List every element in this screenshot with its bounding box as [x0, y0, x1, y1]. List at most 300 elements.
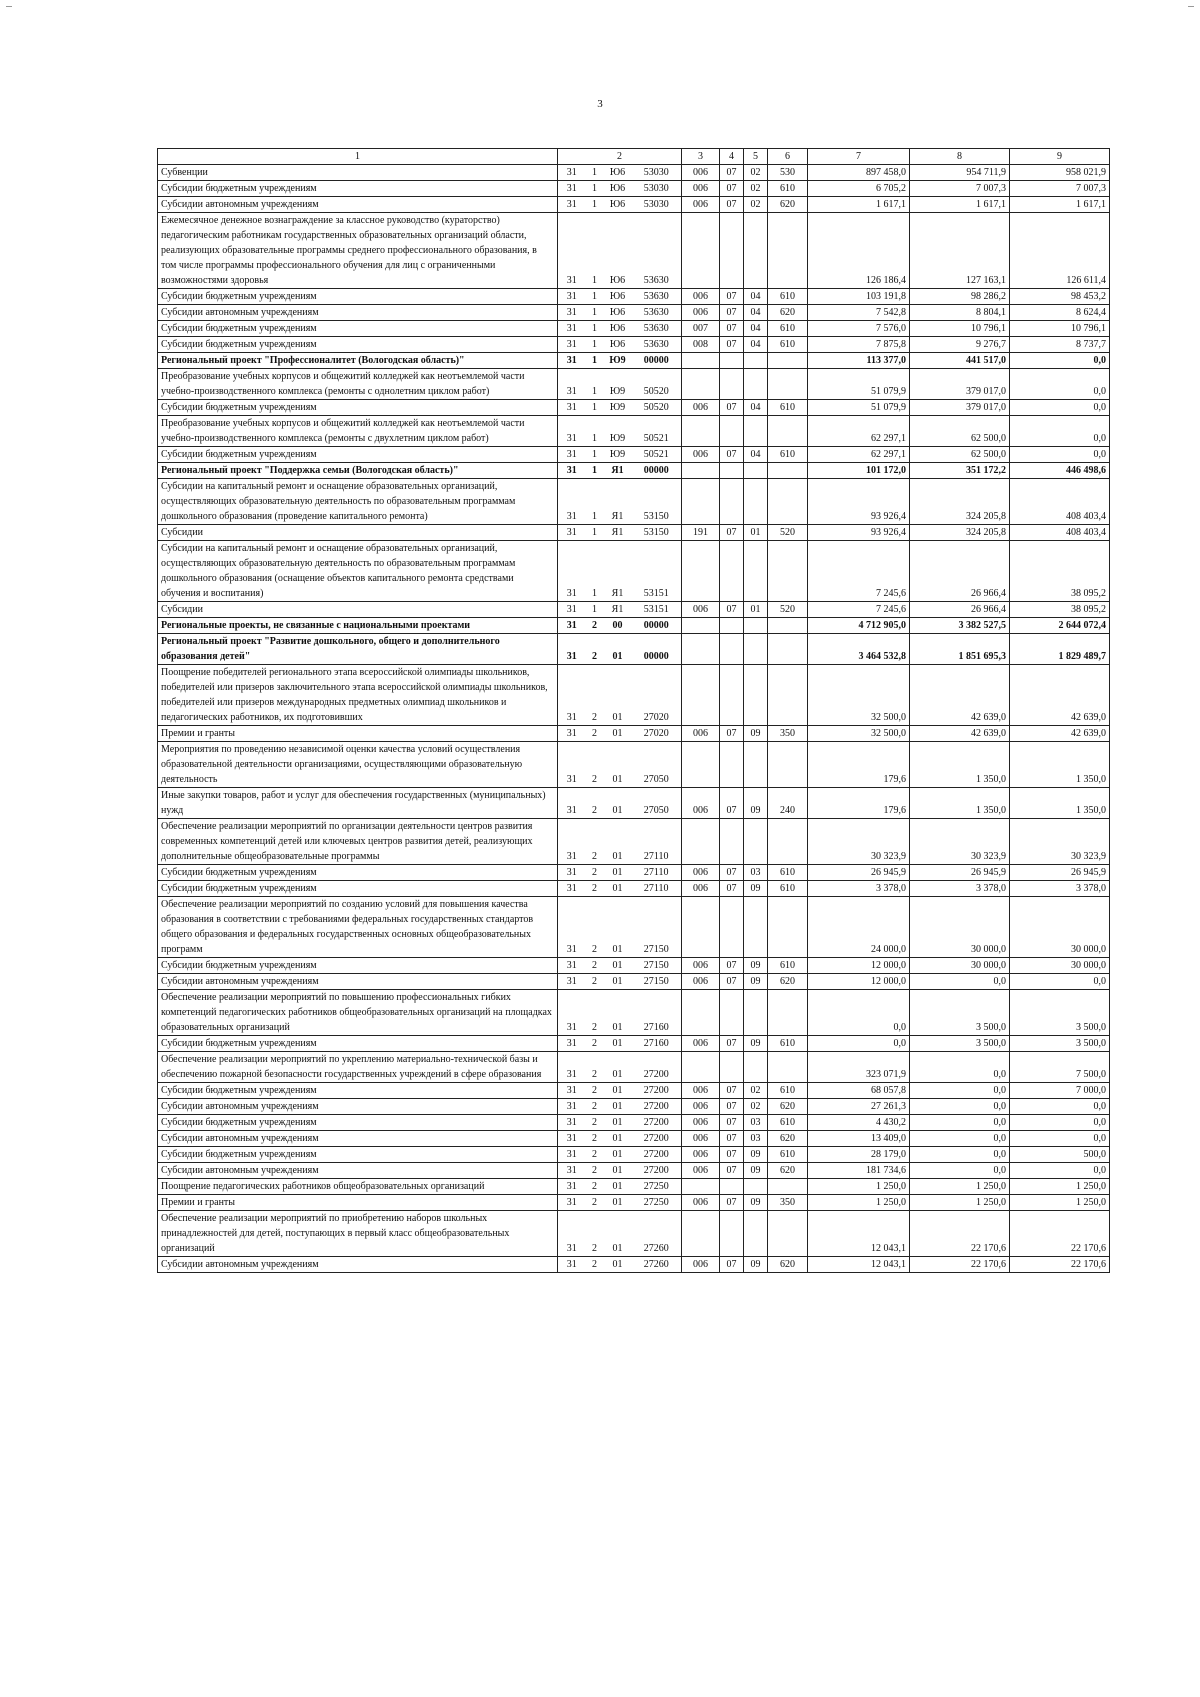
expense-type-code: 610: [768, 447, 808, 463]
expense-type-code: 520: [768, 602, 808, 618]
subsection-code: [744, 541, 768, 602]
amount-year-3: 0,0: [1010, 353, 1110, 369]
table-row: [158, 602, 1110, 618]
expense-type-code: 530: [768, 165, 808, 181]
amount-year-3: 30 323,9: [1010, 819, 1110, 865]
admin-code: [682, 742, 720, 788]
column-header: 6: [768, 149, 808, 165]
subsection-code: 02: [744, 197, 768, 213]
amount-year-1: 32 500,0: [808, 726, 910, 742]
subsection-code: 09: [744, 1036, 768, 1052]
subsection-code: [744, 618, 768, 634]
admin-code: 006: [682, 958, 720, 974]
expense-type-code: [768, 541, 808, 602]
admin-code: [682, 634, 720, 665]
amount-year-2: 42 639,0: [910, 665, 1010, 726]
section-code: 07: [720, 400, 744, 416]
subsection-code: 03: [744, 1131, 768, 1147]
scan-mark: [6, 6, 12, 7]
amount-year-1: 126 186,4: [808, 213, 910, 289]
target-code-part: 1: [586, 400, 604, 416]
amount-year-2: 0,0: [910, 1083, 1010, 1099]
target-code-part: Я1: [604, 525, 632, 541]
admin-code: [682, 990, 720, 1036]
target-code-part: 31: [558, 181, 586, 197]
table-row: [158, 1131, 1110, 1147]
table-row: [158, 990, 1110, 1036]
amount-year-2: 0,0: [910, 1115, 1010, 1131]
target-code-part: 1: [586, 463, 604, 479]
subsection-code: 01: [744, 602, 768, 618]
amount-year-3: 1 617,1: [1010, 197, 1110, 213]
target-code-part: 01: [604, 788, 632, 819]
section-code: 07: [720, 1147, 744, 1163]
expense-type-code: 610: [768, 865, 808, 881]
target-code-part: 31: [558, 1083, 586, 1099]
amount-year-2: 954 711,9: [910, 165, 1010, 181]
amount-year-3: 30 000,0: [1010, 958, 1110, 974]
amount-year-1: 28 179,0: [808, 1147, 910, 1163]
amount-year-3: 8 737,7: [1010, 337, 1110, 353]
expense-type-code: [768, 369, 808, 400]
amount-year-2: 0,0: [910, 1052, 1010, 1083]
target-code-part: Ю6: [604, 289, 632, 305]
section-code: [720, 618, 744, 634]
amount-year-2: 3 382 527,5: [910, 618, 1010, 634]
amount-year-2: 1 250,0: [910, 1179, 1010, 1195]
expense-type-code: [768, 353, 808, 369]
expense-type-code: [768, 634, 808, 665]
target-code-part: 31: [558, 974, 586, 990]
subsection-code: [744, 416, 768, 447]
amount-year-1: 181 734,6: [808, 1163, 910, 1179]
amount-year-3: 0,0: [1010, 369, 1110, 400]
target-code-part: 2: [586, 974, 604, 990]
amount-year-1: 68 057,8: [808, 1083, 910, 1099]
section-code: 07: [720, 1036, 744, 1052]
admin-code: [682, 1179, 720, 1195]
subsection-code: 09: [744, 726, 768, 742]
expense-type-code: 610: [768, 1115, 808, 1131]
admin-code: 006: [682, 197, 720, 213]
subsection-code: 04: [744, 337, 768, 353]
subsection-code: 02: [744, 1099, 768, 1115]
amount-year-1: 93 926,4: [808, 525, 910, 541]
row-name: Субсидии бюджетным учреждениям: [158, 1083, 558, 1099]
expense-type-code: [768, 416, 808, 447]
admin-code: [682, 665, 720, 726]
target-code-part: 1: [586, 213, 604, 289]
row-name: Премии и гранты: [158, 1195, 558, 1211]
table-row: [158, 463, 1110, 479]
amount-year-3: 22 170,6: [1010, 1211, 1110, 1257]
target-code-part: 2: [586, 1115, 604, 1131]
target-code-part: 2: [586, 865, 604, 881]
amount-year-1: 51 079,9: [808, 400, 910, 416]
amount-year-1: 51 079,9: [808, 369, 910, 400]
amount-year-3: 1 250,0: [1010, 1179, 1110, 1195]
section-code: 07: [720, 1131, 744, 1147]
target-code-part: 01: [604, 634, 632, 665]
subsection-code: 02: [744, 181, 768, 197]
expense-type-code: [768, 990, 808, 1036]
target-code-part: 01: [604, 1036, 632, 1052]
target-code-part: 01: [604, 1083, 632, 1099]
amount-year-1: 101 172,0: [808, 463, 910, 479]
subsection-code: 09: [744, 1147, 768, 1163]
table-row: [158, 353, 1110, 369]
amount-year-2: 42 639,0: [910, 726, 1010, 742]
target-code-part: 27250: [632, 1179, 682, 1195]
target-code-part: 00000: [632, 618, 682, 634]
amount-year-3: 3 500,0: [1010, 990, 1110, 1036]
target-code-part: 31: [558, 1131, 586, 1147]
target-code-part: 1: [586, 541, 604, 602]
section-code: 07: [720, 305, 744, 321]
column-header: 3: [682, 149, 720, 165]
section-code: [720, 665, 744, 726]
table-row: [158, 788, 1110, 819]
section-code: [720, 634, 744, 665]
table-row: [158, 1147, 1110, 1163]
table-row: [158, 634, 1110, 665]
target-code-part: 1: [586, 289, 604, 305]
target-code-part: 31: [558, 321, 586, 337]
row-name: Субсидии бюджетным учреждениям: [158, 865, 558, 881]
expense-type-code: [768, 213, 808, 289]
target-code-part: 31: [558, 337, 586, 353]
column-header: 8: [910, 149, 1010, 165]
column-header: 2: [558, 149, 682, 165]
target-code-part: Ю9: [604, 416, 632, 447]
target-code-part: 27110: [632, 865, 682, 881]
target-code-part: 01: [604, 1163, 632, 1179]
expense-type-code: 620: [768, 305, 808, 321]
target-code-part: 27200: [632, 1083, 682, 1099]
target-code-part: 2: [586, 1099, 604, 1115]
target-code-part: 1: [586, 321, 604, 337]
row-name: Ежемесячное денежное вознаграждение за классное руководство (кураторство) педагогическим работникам государственных образовательных организаций области, реализующих образовательные программы среднего профессионального образования, в том числе программы профессионального обучения для лиц с ограниченными возможностями здоровья: [158, 213, 558, 289]
row-name: Субсидии бюджетным учреждениям: [158, 400, 558, 416]
row-name: Премии и гранты: [158, 726, 558, 742]
target-code-part: 27200: [632, 1099, 682, 1115]
target-code-part: 31: [558, 369, 586, 400]
target-code-part: 2: [586, 788, 604, 819]
section-code: [720, 463, 744, 479]
target-code-part: 53630: [632, 337, 682, 353]
target-code-part: 01: [604, 819, 632, 865]
target-code-part: 1: [586, 369, 604, 400]
subsection-code: 02: [744, 1083, 768, 1099]
admin-code: [682, 819, 720, 865]
target-code-part: 31: [558, 479, 586, 525]
amount-year-1: 113 377,0: [808, 353, 910, 369]
admin-code: 006: [682, 1257, 720, 1273]
amount-year-3: 408 403,4: [1010, 479, 1110, 525]
amount-year-1: 4 712 905,0: [808, 618, 910, 634]
target-code-part: 53630: [632, 321, 682, 337]
target-code-part: 50520: [632, 400, 682, 416]
row-name: Субсидии автономным учреждениям: [158, 1257, 558, 1273]
target-code-part: 01: [604, 1195, 632, 1211]
amount-year-1: 3 378,0: [808, 881, 910, 897]
expense-type-code: [768, 463, 808, 479]
section-code: 07: [720, 447, 744, 463]
amount-year-1: 7 542,8: [808, 305, 910, 321]
amount-year-3: 2 644 072,4: [1010, 618, 1110, 634]
target-code-part: 31: [558, 1115, 586, 1131]
amount-year-1: 179,6: [808, 742, 910, 788]
target-code-part: 1: [586, 353, 604, 369]
target-code-part: 27200: [632, 1131, 682, 1147]
row-name: Субсидии автономным учреждениям: [158, 1099, 558, 1115]
admin-code: [682, 369, 720, 400]
amount-year-1: 62 297,1: [808, 416, 910, 447]
row-name: Субсидии автономным учреждениям: [158, 197, 558, 213]
target-code-part: 27150: [632, 897, 682, 958]
table-row: [158, 541, 1110, 602]
admin-code: 006: [682, 865, 720, 881]
subsection-code: 04: [744, 289, 768, 305]
amount-year-3: 0,0: [1010, 447, 1110, 463]
amount-year-2: 0,0: [910, 1131, 1010, 1147]
amount-year-1: 7 245,6: [808, 602, 910, 618]
target-code-part: 1: [586, 602, 604, 618]
subsection-code: [744, 1179, 768, 1195]
subsection-code: [744, 1052, 768, 1083]
row-name: Региональные проекты, не связанные с национальными проектами: [158, 618, 558, 634]
target-code-part: 53630: [632, 289, 682, 305]
target-code-part: Ю6: [604, 337, 632, 353]
expense-type-code: 610: [768, 1083, 808, 1099]
target-code-part: 27200: [632, 1052, 682, 1083]
table-row: [158, 1163, 1110, 1179]
budget-table: [157, 148, 1110, 1273]
amount-year-2: 0,0: [910, 1163, 1010, 1179]
section-code: 07: [720, 881, 744, 897]
target-code-part: Я1: [604, 541, 632, 602]
admin-code: 191: [682, 525, 720, 541]
amount-year-2: 3 500,0: [910, 990, 1010, 1036]
row-name: Субсидии автономным учреждениям: [158, 305, 558, 321]
target-code-part: 27020: [632, 665, 682, 726]
amount-year-2: 351 172,2: [910, 463, 1010, 479]
admin-code: 006: [682, 602, 720, 618]
admin-code: 006: [682, 1163, 720, 1179]
column-header: 7: [808, 149, 910, 165]
section-code: 07: [720, 958, 744, 974]
amount-year-2: 22 170,6: [910, 1211, 1010, 1257]
expense-type-code: 620: [768, 197, 808, 213]
expense-type-code: 350: [768, 1195, 808, 1211]
amount-year-3: 7 500,0: [1010, 1052, 1110, 1083]
column-header: 5: [744, 149, 768, 165]
row-name: Обеспечение реализации мероприятий по организации деятельности центров развития современных компетенций детей или ключевых центров развития детей, реализующих дополнительные общеобразовательные программы: [158, 819, 558, 865]
amount-year-1: 897 458,0: [808, 165, 910, 181]
table-row: [158, 618, 1110, 634]
target-code-part: Ю6: [604, 305, 632, 321]
amount-year-1: 3 464 532,8: [808, 634, 910, 665]
column-header: 4: [720, 149, 744, 165]
expense-type-code: 610: [768, 400, 808, 416]
scan-mark: [1188, 6, 1194, 7]
target-code-part: 1: [586, 197, 604, 213]
amount-year-1: 4 430,2: [808, 1115, 910, 1131]
target-code-part: 01: [604, 881, 632, 897]
amount-year-2: 379 017,0: [910, 400, 1010, 416]
row-name: Поощрение победителей регионального этапа всероссийской олимпиады школьников, победителей или призеров заключительного этапа всероссийской олимпиады школьников, победителей или призеров международных предметных олимпиад школьников и педагогических работников, их подготовивших: [158, 665, 558, 726]
amount-year-1: 0,0: [808, 1036, 910, 1052]
target-code-part: 53151: [632, 602, 682, 618]
row-name: Региональный проект "Развитие дошкольного, общего и дополнительного образования детей": [158, 634, 558, 665]
amount-year-1: 32 500,0: [808, 665, 910, 726]
admin-code: [682, 416, 720, 447]
target-code-part: 01: [604, 1257, 632, 1273]
section-code: [720, 213, 744, 289]
target-code-part: 27160: [632, 990, 682, 1036]
target-code-part: 31: [558, 726, 586, 742]
target-code-part: 01: [604, 726, 632, 742]
expense-type-code: [768, 1052, 808, 1083]
expense-type-code: [768, 1179, 808, 1195]
admin-code: 006: [682, 1036, 720, 1052]
target-code-part: 27200: [632, 1115, 682, 1131]
target-code-part: 31: [558, 1036, 586, 1052]
section-code: 07: [720, 1163, 744, 1179]
section-code: 07: [720, 974, 744, 990]
amount-year-1: 12 043,1: [808, 1257, 910, 1273]
subsection-code: [744, 990, 768, 1036]
amount-year-2: 26 966,4: [910, 541, 1010, 602]
amount-year-2: 1 851 695,3: [910, 634, 1010, 665]
admin-code: [682, 1052, 720, 1083]
section-code: [720, 416, 744, 447]
subsection-code: [744, 369, 768, 400]
target-code-part: 31: [558, 1195, 586, 1211]
row-name: Субсидии на капитальный ремонт и оснащение образовательных организаций, осуществляющих образовательную деятельность по образовательным программам дошкольного образования (проведение капитального ремонта): [158, 479, 558, 525]
table-row: [158, 1115, 1110, 1131]
target-code-part: Ю6: [604, 181, 632, 197]
amount-year-1: 30 323,9: [808, 819, 910, 865]
target-code-part: Ю9: [604, 353, 632, 369]
table-row: [158, 321, 1110, 337]
table-row: [158, 726, 1110, 742]
target-code-part: 31: [558, 400, 586, 416]
admin-code: 006: [682, 1147, 720, 1163]
target-code-part: 27150: [632, 974, 682, 990]
section-code: 07: [720, 602, 744, 618]
subsection-code: 09: [744, 958, 768, 974]
amount-year-2: 26 945,9: [910, 865, 1010, 881]
target-code-part: 2: [586, 742, 604, 788]
target-code-part: 31: [558, 881, 586, 897]
table-row: [158, 1099, 1110, 1115]
admin-code: 006: [682, 726, 720, 742]
row-name: Субсидии автономным учреждениям: [158, 1163, 558, 1179]
target-code-part: 50520: [632, 369, 682, 400]
amount-year-2: 1 350,0: [910, 788, 1010, 819]
subsection-code: 04: [744, 447, 768, 463]
amount-year-1: 1 250,0: [808, 1195, 910, 1211]
admin-code: 006: [682, 165, 720, 181]
table-row: [158, 400, 1110, 416]
expense-type-code: [768, 819, 808, 865]
amount-year-3: 1 350,0: [1010, 788, 1110, 819]
target-code-part: 53630: [632, 213, 682, 289]
section-code: 07: [720, 865, 744, 881]
section-code: 07: [720, 1115, 744, 1131]
target-code-part: 2: [586, 1195, 604, 1211]
table-row: [158, 305, 1110, 321]
amount-year-2: 127 163,1: [910, 213, 1010, 289]
table-row: [158, 525, 1110, 541]
amount-year-3: 22 170,6: [1010, 1257, 1110, 1273]
row-name: Субсидии бюджетным учреждениям: [158, 1147, 558, 1163]
section-code: 07: [720, 1099, 744, 1115]
amount-year-1: 26 945,9: [808, 865, 910, 881]
target-code-part: 1: [586, 416, 604, 447]
target-code-part: 2: [586, 1131, 604, 1147]
target-code-part: Ю6: [604, 165, 632, 181]
row-name: Субсидии на капитальный ремонт и оснащение образовательных организаций, осуществляющих образовательную деятельность по образовательным программам дошкольного образования (оснащение объектов капитального ремонта средствами обучения и воспитания): [158, 541, 558, 602]
target-code-part: 31: [558, 618, 586, 634]
table-row: [158, 881, 1110, 897]
amount-year-3: 408 403,4: [1010, 525, 1110, 541]
row-name: Субсидии: [158, 525, 558, 541]
amount-year-2: 3 378,0: [910, 881, 1010, 897]
target-code-part: 2: [586, 1163, 604, 1179]
admin-code: 006: [682, 1131, 720, 1147]
admin-code: 006: [682, 1099, 720, 1115]
expense-type-code: [768, 1211, 808, 1257]
section-code: [720, 369, 744, 400]
amount-year-3: 0,0: [1010, 1131, 1110, 1147]
target-code-part: 2: [586, 1052, 604, 1083]
amount-year-1: 323 071,9: [808, 1052, 910, 1083]
table-row: [158, 1083, 1110, 1099]
admin-code: [682, 213, 720, 289]
section-code: [720, 897, 744, 958]
target-code-part: 00000: [632, 353, 682, 369]
table-row: [158, 416, 1110, 447]
target-code-part: 00000: [632, 463, 682, 479]
amount-year-1: 93 926,4: [808, 479, 910, 525]
admin-code: 006: [682, 881, 720, 897]
amount-year-2: 26 966,4: [910, 602, 1010, 618]
target-code-part: 31: [558, 1099, 586, 1115]
target-code-part: Ю6: [604, 197, 632, 213]
subsection-code: 04: [744, 400, 768, 416]
admin-code: 006: [682, 788, 720, 819]
target-code-part: 00: [604, 618, 632, 634]
table-row: [158, 1052, 1110, 1083]
amount-year-3: 0,0: [1010, 400, 1110, 416]
target-code-part: 01: [604, 1131, 632, 1147]
target-code-part: 31: [558, 213, 586, 289]
target-code-part: 27150: [632, 958, 682, 974]
target-code-part: 31: [558, 1163, 586, 1179]
amount-year-3: 98 453,2: [1010, 289, 1110, 305]
header-row: [158, 149, 1110, 165]
amount-year-3: 500,0: [1010, 1147, 1110, 1163]
expense-type-code: 350: [768, 726, 808, 742]
target-code-part: Ю9: [604, 447, 632, 463]
section-code: [720, 479, 744, 525]
expense-type-code: 620: [768, 1163, 808, 1179]
target-code-part: 31: [558, 463, 586, 479]
target-code-part: 53151: [632, 541, 682, 602]
target-code-part: 01: [604, 990, 632, 1036]
